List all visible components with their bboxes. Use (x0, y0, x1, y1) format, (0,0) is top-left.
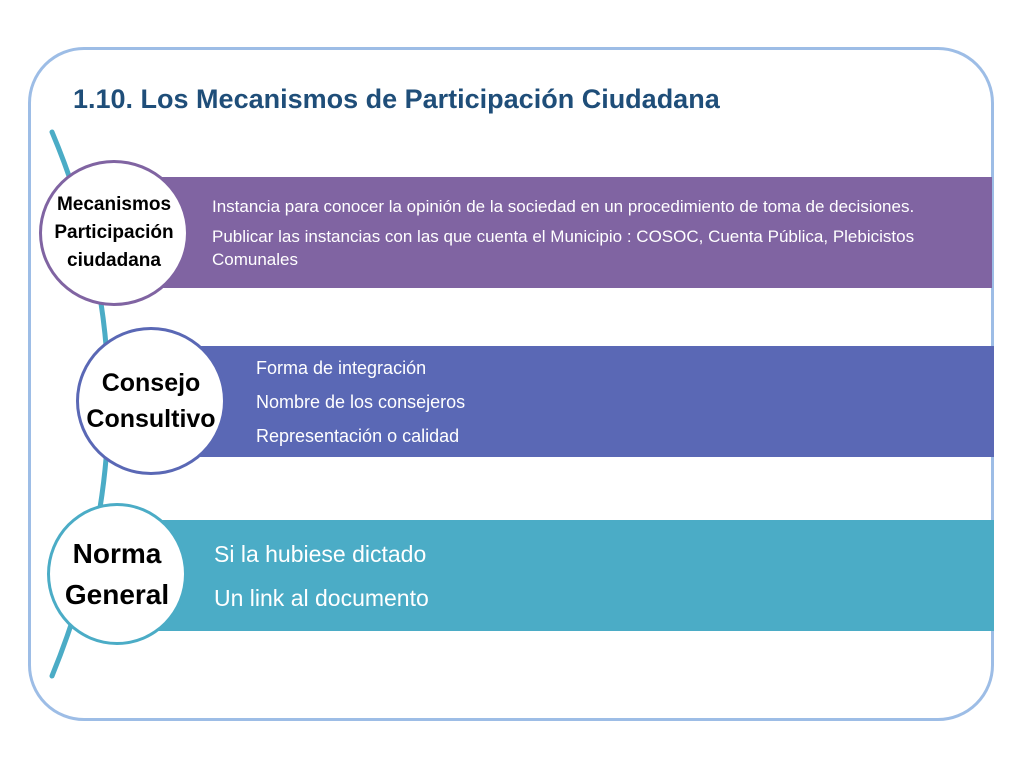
circle-label: Consejo Consultivo (86, 369, 216, 433)
band-text-line: Instancia para conocer la opinión de la sociedad en un procedimiento de toma de decisiones. (212, 196, 915, 216)
circle-label: Mecanismos Participación ciudadana (54, 194, 174, 271)
circle-mecanismos (39, 160, 189, 306)
band-text-line: Forma de integración (256, 357, 427, 378)
circle-norma-general (47, 503, 187, 645)
circle-label: Norma General (64, 538, 170, 610)
band-text-line: Nombre de los consejeros (256, 391, 466, 412)
band-norma-general (130, 520, 994, 631)
slide-title: 1.10. Los Mecanismos de Participación Ciudadana (73, 84, 720, 114)
band-consejo-consultivo (150, 346, 994, 457)
band-mecanismos (135, 177, 992, 288)
band-text-line: Representación o calidad (256, 425, 460, 446)
band-text-line: Publicar las instancias con las que cuenta el Municipio : COSOC, Cuenta Pública, Plebicistos Comunales (212, 226, 915, 269)
band-text-line: Si la hubiese dictado (214, 540, 427, 567)
circle-consejo-consultivo (76, 327, 226, 475)
band-text-line: Un link al documento (214, 584, 429, 611)
